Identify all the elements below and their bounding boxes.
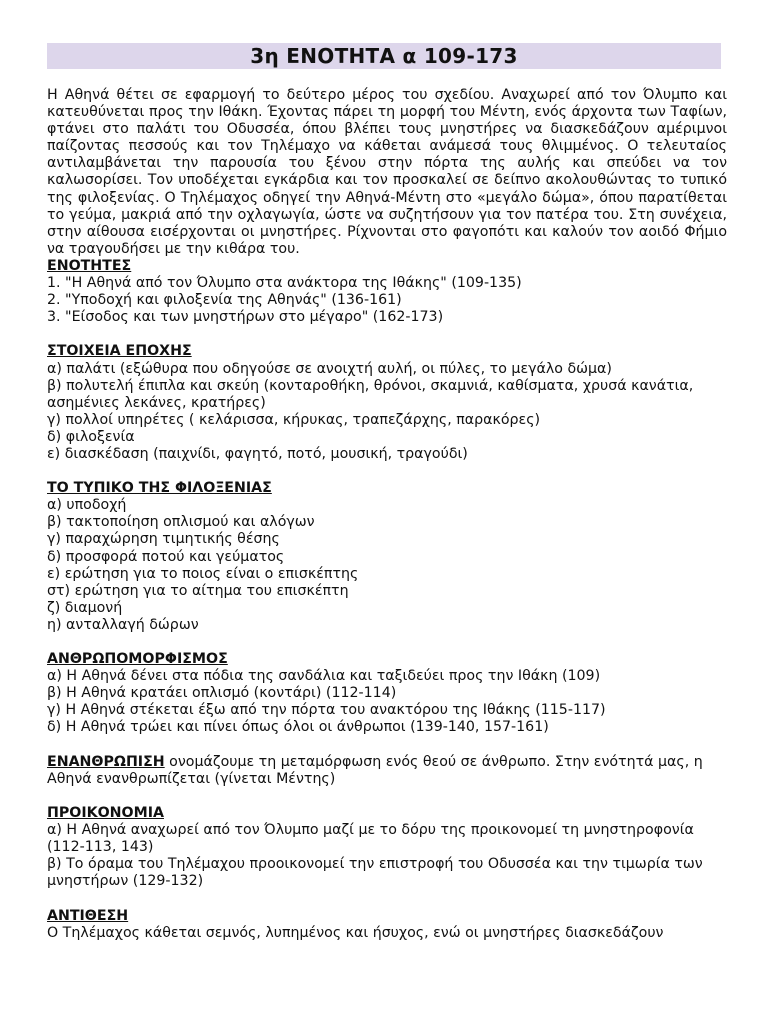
document-body <box>47 87 727 942</box>
list-item: 3. "Είσοδος και των μνηστήρων στο μέγαρο" (162-173) <box>47 309 444 326</box>
section-heading: ΣΤΟΙΧΕΙΑ ΕΠΟΧΗΣ <box>47 343 192 360</box>
section-enanthropisi <box>47 754 727 788</box>
list-item: δ) φιλοξενία <box>47 428 135 445</box>
spacer <box>47 463 727 480</box>
spacer <box>47 326 727 343</box>
section-anthropomorfismos <box>47 651 727 736</box>
list-item: β) Το όραμα του Τηλέμαχου προοικονομεί την επιστροφή του Οδυσσέα και την τιμωρία των μνηστήρων (129-132) <box>47 856 703 890</box>
list-item: 2. "Υποδοχή και φιλοξενία της Αθηνάς" (136-161) <box>47 292 402 309</box>
section-heading: ΑΝΘΡΩΠΟΜΟΡΦΙΣΜΟΣ <box>47 651 228 668</box>
title-banner <box>47 43 721 69</box>
section-heading: ΤΟ ΤΥΠΙΚΟ ΤΗΣ ΦΙΛΟΞΕΝΙΑΣ <box>47 480 272 497</box>
section-stoixeia <box>47 343 727 463</box>
section-enotites <box>47 258 727 326</box>
list-item: δ) προσφορά ποτού και γεύματος <box>47 548 285 565</box>
list-item: β) Η Αθηνά κρατάει οπλισμό (κοντάρι) (112-114) <box>47 685 397 702</box>
section-antithesi <box>47 908 727 942</box>
list-item: γ) πολλοί υπηρέτες ( κελάρισσα, κήρυκας, τραπεζάρχης, παρακόρες) <box>47 411 541 428</box>
spacer <box>47 890 727 907</box>
intro-paragraph: Η Αθηνά θέτει σε εφαρμογή το δεύτερο μέρος του σχεδίου. Αναχωρεί από τον Όλυμπο και κατευθύνεται προς την Ιθάκη. Έχοντας πάρει τη μορφή του Μέντη, ενός άρχοντα των Ταφίων, φτάνει στο παλάτι του Οδυσσέα, όπου βλέπει τους μνηστήρες να διασκεδάζουν αμέριμνοι παίζοντας πεσσούς και τον Τηλέμαχο να κάθεται ανάμεσά τους θλιμμένος. Ο τελευταίος αντιλαμβάνεται την παρουσία του ξένου στην πόρτα της αυλής και σπεύδει να τον καλωσορίσει. Τον υποδέχεται εγκάρδια και τον προσκαλεί σε δείπνο ακολουθώντας το τυπικό της φιλοξενίας. Ο Τηλέμαχος οδηγεί την Αθηνά-Μέντη στο «μεγάλο δώμα», όπου παρατίθεται το γεύμα, μακριά από την οχλαγωγία, ώστε να συζητήσουν για τον πατέρα του. Στη συνέχεια, στην αίθουσα εισέρχονται οι μνηστήρες. Ρίχνονται στο φαγοπότι και καλούν τον αοιδό Φήμιο να τραγουδήσει με την κιθάρα του. <box>47 87 727 257</box>
list-item: α) Η Αθηνά αναχωρεί από τον Όλυμπο μαζί με το δόρυ της προικονομεί τη μνηστηροφονία (112-113, 143) <box>47 822 694 856</box>
list-item: η) ανταλλαγή δώρων <box>47 616 199 633</box>
list-item: ε) ερώτηση για το ποιος είναι ο επισκέπτης <box>47 565 359 582</box>
spacer <box>47 737 727 754</box>
list-item: β) τακτοποίηση οπλισμού και αλόγων <box>47 514 315 531</box>
section-proikonomia <box>47 805 727 890</box>
list-item: ε) διασκέδαση (παιχνίδι, φαγητό, ποτό, μουσική, τραγούδι) <box>47 445 468 462</box>
spacer <box>47 788 727 805</box>
list-item: γ) παραχώρηση τιμητικής θέσης <box>47 531 280 548</box>
list-item: 1. "Η Αθηνά από τον Όλυμπο στα ανάκτορα της Ιθάκης" (109-135) <box>47 275 522 292</box>
section-heading: ΑΝΤΙΘΕΣΗ <box>47 907 129 924</box>
list-item: δ) Η Αθηνά τρώει και πίνει όπως όλοι οι άνθρωποι (139-140, 157-161) <box>47 719 549 736</box>
section-typiko <box>47 480 727 634</box>
list-item: α) Η Αθηνά δένει στα πόδια της σανδάλια και ταξιδεύει προς την Ιθάκη (109) <box>47 668 601 685</box>
list-item: α) παλάτι (εξώθυρα που οδηγούσε σε ανοιχτή αυλή, οι πύλες, το μεγάλο δώμα) <box>47 360 612 377</box>
spacer <box>47 634 727 651</box>
section-text: Ο Τηλέμαχος κάθεται σεμνός, λυπημένος και ήσυχος, ενώ οι μνηστήρες διασκεδάζουν <box>47 924 664 941</box>
list-item: στ) ερώτηση για το αίτημα του επισκέπτη <box>47 582 349 599</box>
page-title: 3η ΕΝΟΤΗΤΑ α 109-173 <box>250 44 518 68</box>
list-item: ζ) διαμονή <box>47 599 123 616</box>
section-text: ονομάζουμε τη μεταμόρφωση ενός θεού σε άνθρωπο. Στην ενότητά μας, η Αθηνά ενανθρωπίζεται (γίνεται Μέντης) <box>47 753 703 787</box>
section-heading: ΠΡΟΙΚΟΝΟΜΙΑ <box>47 804 164 821</box>
section-heading: ΕΝΟΤΗΤΕΣ <box>47 257 132 274</box>
list-item: γ) Η Αθηνά στέκεται έξω από την πόρτα του ανακτόρου της Ιθάκης (115-117) <box>47 702 606 719</box>
list-item: β) πολυτελή έπιπλα και σκεύη (κονταροθήκη, θρόνοι, σκαμνιά, καθίσματα, χρυσά κανάτια, ασημένιες λεκάνες, κρατήρες) <box>47 377 694 411</box>
list-item: α) υποδοχή <box>47 497 127 514</box>
section-heading: ΕΝΑΝΘΡΩΠΙΣΗ <box>47 753 165 770</box>
